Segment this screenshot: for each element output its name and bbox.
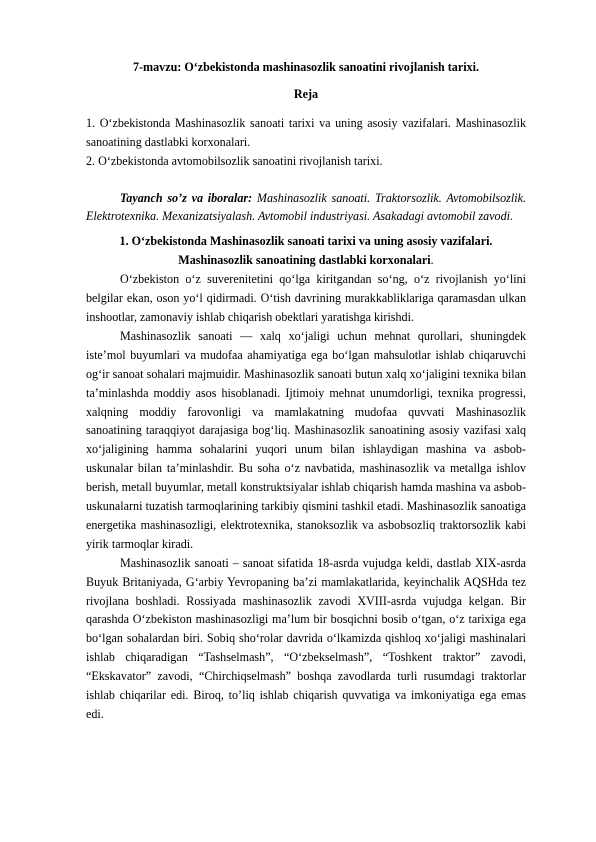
section-title-line-1: 1. O‘zbekistonda Mashinasozlik sanoati tarixi va uning asosiy vazifalari. (119, 234, 493, 249)
section-title-dot: . (430, 253, 434, 268)
body-paragraph-2: Mashinasozlik sanoati — xalq xo‘jaligi uchun mehnat qurollari, shuningdek iste’mol buyumlari va mudofaa ahamiyatiga ega bo‘lgan mahsulotlar ishlab chiqaruvchi og‘ir sanoat sohalari majmuidir. Mashinasozlik sanoati butun xalq xo‘jaligini texnika bilan ta’minlashda moddiy asos hisoblanadi. Ijtimoiy mehnat unumdorligi, texnika progressi, xalqning moddiy farovonligi va mamlakatning mudofaa quvvati Mashinasozlik sanoatining taraqqiyot darajasiga bog‘liq. Mashinasozlik sanoatining asosiy vazifasi xalq xo‘jaligining hamma sohalarini yuqori unum bilan ishlaydigan mashina va asbob-uskunalar bilan ta’minlashdir. Bu soha o‘z navbatida, mashinasozlik va metallga ishlov berish, metall buyumlar, metall konstruktsiyalar ishlab chiqarish hamda mashina va asbob-uskunalarni tuzatish tarmoqlarining tarkibiy qismini tashkil etadi. Mashinasozlik sanoatiga energetika mashinasozligi, elektrotexnika, stanoksozlik va asbobsozliq traktorsozlik kabi yirik tarmoqlar kiradi. (86, 328, 526, 551)
plan-heading: Reja (293, 86, 319, 101)
document-title: 7-mavzu: O‘zbekistonda mashinasozlik sanoatini rivojlanish tarixi. (132, 60, 480, 74)
section-title-line-2-text: Mashinasozlik sanoatining dastlabki korxonalari (178, 253, 431, 268)
body-paragraph-3: Mashinasozlik sanoati – sanoat sifatida 18-asrda vujudga keldi, dastlab XIX-asrda Buyuk Britaniyada, G‘arbiy Yevropaning ba’zi mamlakatlarida, keyinchalik AQSHda tez rivojlana boshladi. Rossiyada mashinasozlik zavodi XVIII-asrda vujudga kelgan. Bir qarashda O‘zbekiston mashinasozligi ma’lum bir bosqichni bosib o‘tgan, o‘z tarixiga ega bo‘lgan sohalardan biri. Sobiq sho‘rolar davrida o‘lkamizda qishloq xo‘jaligi mashinalari ishlab chiqaradigan “Tashselmash”, “O‘zbekselmash”, “Toshkent traktor” zavodi, “Ekskavator” zavodi, “Chirchiqselmash” boshqa zavodlarda turli rusumdagi traktorlar ishlab chiqarilar edi. Biroq, to’liq ishlab chiqarish quvvatiga va imkoniyatiga ega emas edi. (86, 555, 526, 721)
document-body (86, 58, 526, 724)
keywords-text: Mashinasozlik sanoati. Traktorsozlik. Avtomobilsozlik. Elektrotexnika. Mexanizatsiyalash. Avtomobil industriyasi. Asakadagi avtomobil zavodi. (86, 190, 526, 224)
section-title-line-2 (86, 251, 526, 270)
keywords-paragraph (86, 189, 526, 227)
plan-list (86, 114, 526, 171)
plan-item-1: 1. O‘zbekistonda Mashinasozlik sanoati tarixi va uning asosiy vazifalari. Mashinasozlik sanoatining dastlabki korxonalari. (86, 115, 526, 149)
plan-item-2: 2. O‘zbekistonda avtomobilsozlik sanoatini rivojlanish tarixi. (86, 153, 383, 168)
keywords-label: Tayanch so’z va iboralar: (120, 190, 253, 205)
body-paragraph-1: O‘zbekiston o‘z suverenitetini qo‘lga kiritgandan so‘ng, o‘z rivojlanish yo‘lini belgilar ekan, oson yo‘l qidirmadi. O‘tish davrining murakkabliklariga qaramasdan ulkan inshootlar, zamonaviy ishlab chiqarish obektlari yaratishga kirishdi. (86, 272, 526, 324)
spacer (86, 171, 526, 189)
